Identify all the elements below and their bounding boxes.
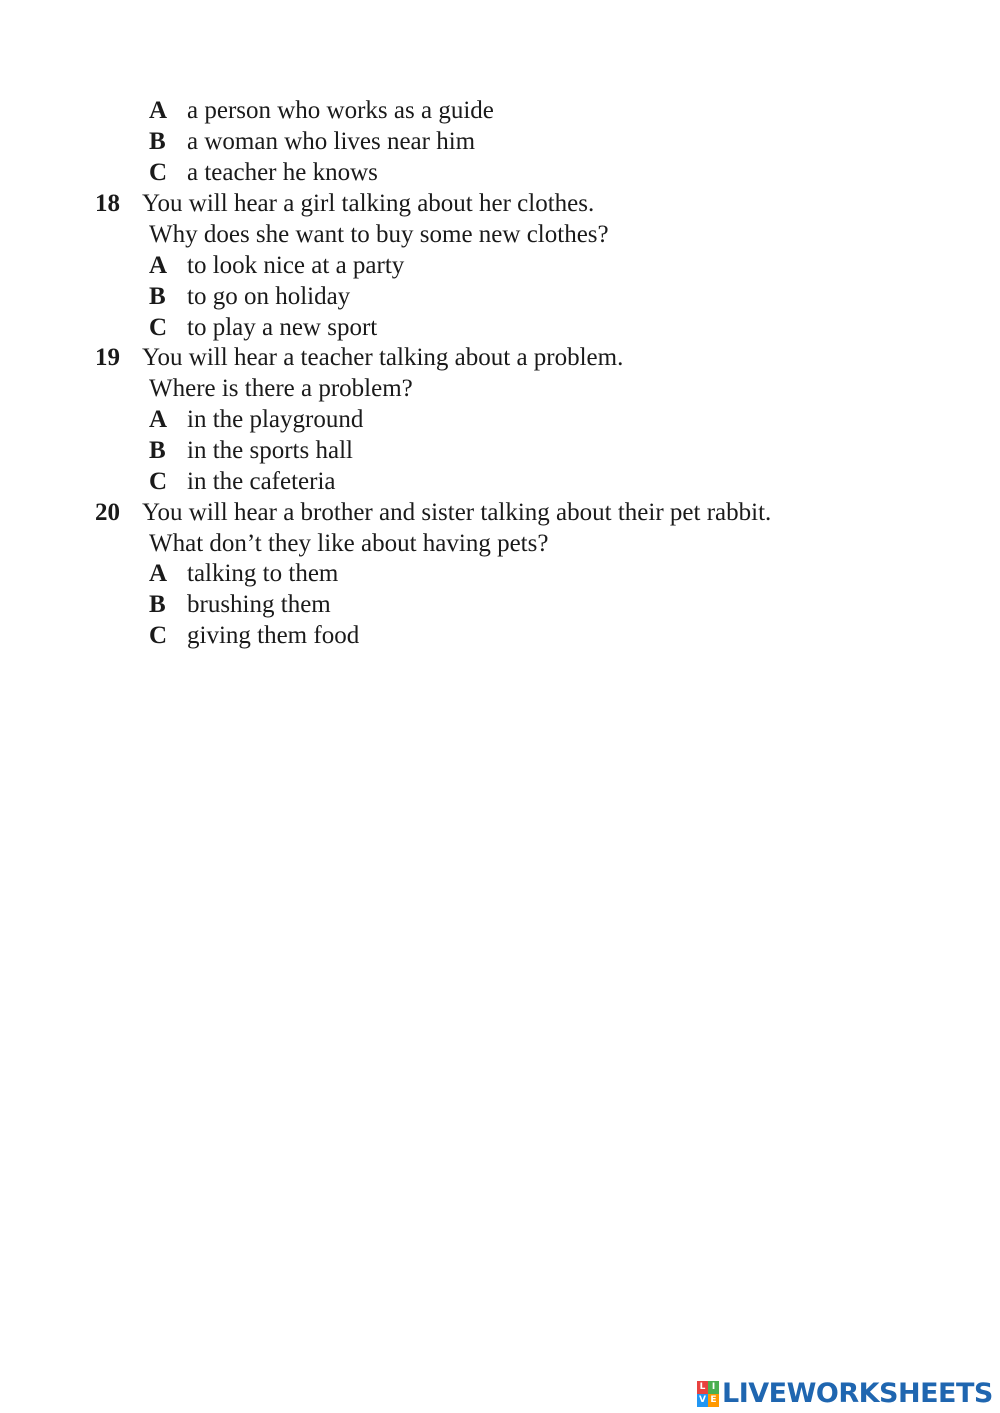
option-text: brushing them [187, 591, 331, 618]
option-text: to go on holiday [187, 283, 351, 310]
option-letter: A [149, 406, 168, 433]
option-text: a woman who lives near him [187, 128, 476, 155]
option-letter: B [149, 437, 166, 464]
option-text: talking to them [187, 560, 339, 587]
option-letter: A [149, 97, 168, 124]
question-number: 19 [95, 344, 120, 371]
option-letter: B [149, 128, 166, 155]
logo-mark-letter: V [697, 1394, 708, 1407]
question-number: 20 [95, 499, 120, 526]
option-text: to look nice at a party [187, 252, 405, 279]
option-text: a person who works as a guide [187, 97, 494, 124]
question-text: Why does she want to buy some new clothes? [149, 221, 609, 248]
option-text: a teacher he knows [187, 159, 378, 186]
option-text: in the playground [187, 406, 364, 433]
question-text: What don’t they like about having pets? [149, 530, 549, 557]
logo-mark-icon [697, 1381, 719, 1407]
question-prompt: You will hear a girl talking about her clothes. [142, 190, 595, 217]
option-letter: A [149, 560, 168, 587]
option-letter: A [149, 252, 168, 279]
question-number: 18 [95, 190, 120, 217]
logo-mark-letter: E [708, 1394, 719, 1407]
option-text: in the cafeteria [187, 468, 336, 495]
question-prompt: You will hear a teacher talking about a problem. [142, 344, 624, 371]
option-text: giving them food [187, 622, 360, 649]
option-letter: C [149, 159, 168, 186]
option-letter: B [149, 283, 166, 310]
option-text: in the sports hall [187, 437, 353, 464]
logo-text: LIVEWORKSHEETS [722, 1378, 993, 1409]
logo-mark-letter: L [697, 1381, 708, 1394]
question-text: Where is there a problem? [149, 375, 413, 402]
option-letter: B [149, 591, 166, 618]
option-text: to play a new sport [187, 314, 378, 341]
question-prompt: You will hear a brother and sister talking about their pet rabbit. [142, 499, 772, 526]
option-letter: C [149, 314, 168, 341]
option-letter: C [149, 468, 168, 495]
liveworksheets-logo[interactable] [697, 1378, 993, 1410]
logo-mark-letter: I [708, 1381, 719, 1394]
option-letter: C [149, 622, 168, 649]
